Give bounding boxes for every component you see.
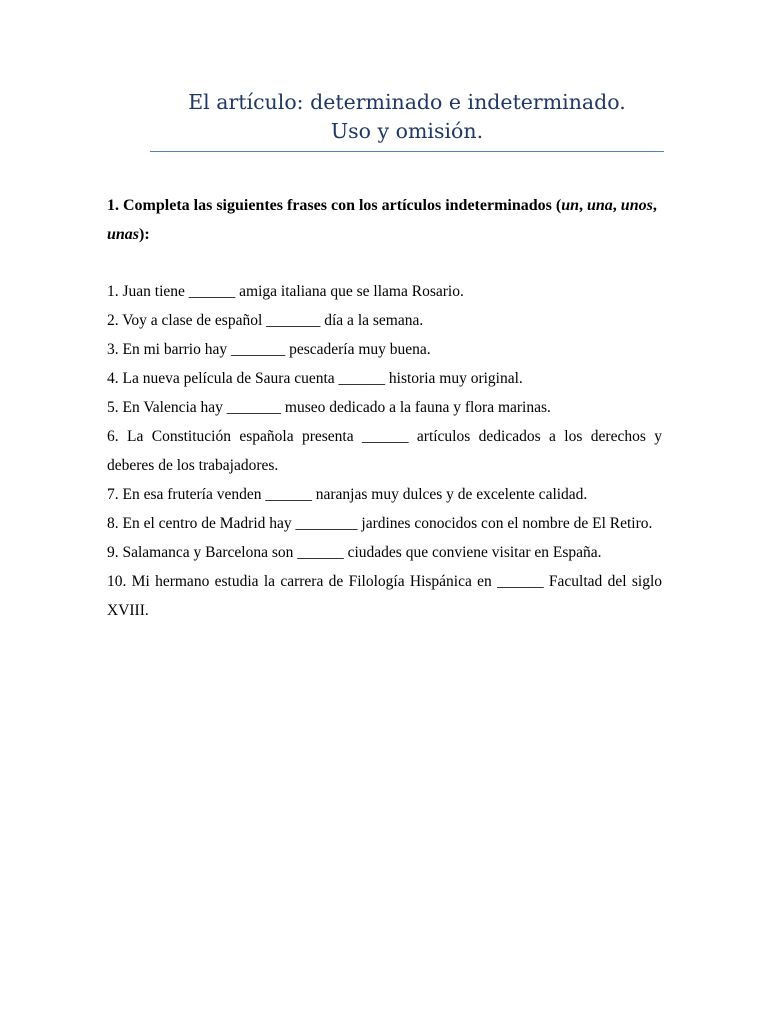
exercise-sentence-10: 10. Mi hermano estudia la carrera de Filología Hispánica en ______ Facultad del siglo XVIII. [107, 573, 662, 619]
title-line-2: Uso y omisión. [330, 119, 484, 143]
instruction-separator: , [579, 197, 587, 214]
exercise-sentence-3: 3. En mi barrio hay _______ pescadería muy buena. [107, 341, 431, 358]
exercise-sentence-5: 5. En Valencia hay _______ museo dedicado a la fauna y flora marinas. [107, 399, 551, 416]
title-underline-divider [150, 151, 664, 152]
instruction-article-una: una [587, 197, 613, 214]
instruction-article-unas: unas [107, 226, 140, 243]
exercise-sentence-9: 9. Salamanca y Barcelona son ______ ciudades que conviene visitar en España. [107, 544, 602, 561]
instruction-article-unos: unos [620, 197, 653, 214]
instruction-prefix: 1. Completa las siguientes frases con los artículos indeterminados ( [107, 197, 562, 214]
instruction-separator: , [612, 197, 621, 214]
instruction-separator: , [652, 197, 657, 214]
exercise-sentence-1: 1. Juan tiene ______ amiga italiana que se llama Rosario. [107, 283, 464, 300]
exercise-sentence-7: 7. En esa frutería venden ______ naranjas muy dulces y de excelente calidad. [107, 486, 588, 503]
exercise-sentence-4: 4. La nueva película de Saura cuenta ______ historia muy original. [107, 370, 523, 387]
exercise-instruction [107, 191, 662, 249]
instruction-suffix: ): [139, 226, 150, 243]
exercise-sentence-8: 8. En el centro de Madrid hay ________ jardines conocidos con el nombre de El Retiro. [107, 515, 653, 532]
exercise-sentence-6: 6. La Constitución española presenta ______ artículos dedicados a los derechos y deberes de los trabajadores. [107, 428, 662, 474]
instruction-article-un: un [561, 197, 579, 214]
document-title [150, 88, 664, 146]
title-line-1: El artículo: determinado e indeterminado. [188, 90, 626, 114]
exercise-sentence-list [107, 277, 662, 625]
exercise-sentence-2: 2. Voy a clase de español _______ día a la semana. [107, 312, 424, 329]
